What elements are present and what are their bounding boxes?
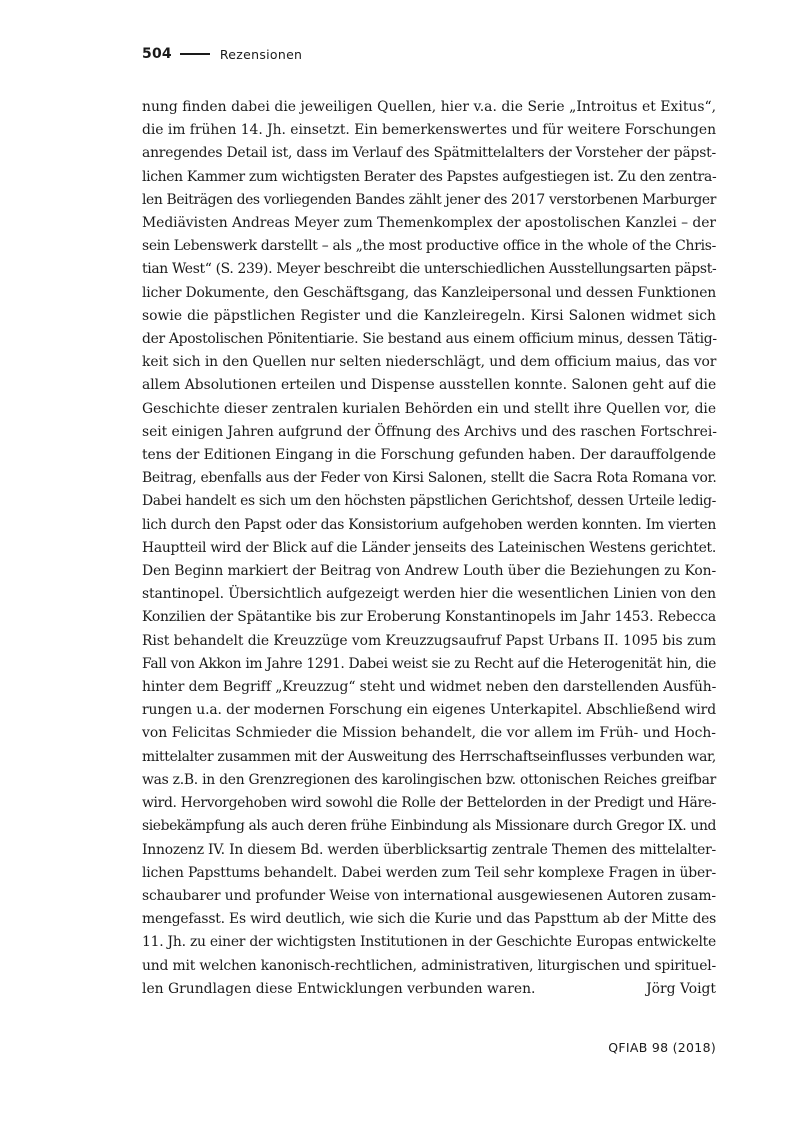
text-line: mittelalter zusammen mit der Ausweitung des Herrschaftseinflusses verbunden war, (142, 748, 716, 765)
text-line: Beitrag, ebenfalls aus der Feder von Kirsi Salonen, stellt die Sacra Rota Romana vor. (142, 470, 717, 487)
text-line: 11. Jh. zu einer der wichtigsten Institutionen in der Geschichte Europas entwickelte (142, 934, 716, 951)
text-line: sein Lebenswerk darstellt – als „the most productive office in the whole of the Chris- (142, 238, 716, 255)
review-author: Jörg Voigt (646, 980, 716, 997)
text-line: tens der Editionen Eingang in die Forschung gefunden haben. Der darauffolgende (142, 447, 716, 464)
text-line: schaubarer und profunder Weise von international ausgewiesenen Autoren zusam- (142, 887, 716, 904)
journal-footer: QFIAB 98 (2018) (608, 1040, 716, 1055)
text-line: die im frühen 14. Jh. einsetzt. Ein bemerkenswertes und für weitere Forschungen (142, 122, 716, 139)
text-line: was z.B. in den Grenzregionen des karolingischen bzw. ottonischen Reiches greifbar (142, 771, 716, 788)
text-line: lichen Kammer zum wichtigsten Berater des Papstes aufgestiegen ist. Zu den zentra- (142, 168, 717, 185)
closing-line (142, 978, 716, 1001)
page-number: 504 (142, 46, 172, 62)
text-line: len Beiträgen des vorliegenden Bandes zählt jener des 2017 verstorbenen Marburger (142, 191, 716, 208)
section-title: Rezensionen (219, 46, 303, 62)
text-line: siebekämpfung als auch deren frühe Einbindung als Missionare durch Gregor IX. und (142, 818, 716, 835)
text-line: seit einigen Jahren aufgrund der Öffnung des Archivs und des raschen Fortschrei- (142, 423, 717, 440)
text-line: lich durch den Papst oder das Konsistorium aufgehoben werden konnten. Im vierten (142, 516, 716, 533)
review-text (142, 96, 716, 1001)
running-header (142, 44, 302, 64)
text-line: und mit welchen kanonisch-rechtlichen, administrativen, liturgischen und spirituel- (142, 957, 716, 974)
text-line: lichen Papsttums behandelt. Dabei werden zum Teil sehr komplexe Fragen in über- (142, 864, 717, 881)
text-line: Innozenz IV. In diesem Bd. werden überblicksartig zentrale Themen des mittelalter- (142, 841, 716, 858)
text-line: mengefasst. Es wird deutlich, wie sich die Kurie und das Papsttum ab der Mitte des (142, 911, 717, 928)
text-line: Konzilien der Spätantike bis zur Eroberung Konstantinopels im Jahr 1453. Rebecca (142, 609, 716, 626)
text-line: anregendes Detail ist, dass im Verlauf des Spätmittelalters der Vorsteher der päpst- (142, 145, 716, 162)
text-line: Hauptteil wird der Blick auf die Länder jenseits des Lateinischen Westens gerichtet. (142, 539, 716, 556)
text-line: Fall von Akkon im Jahre 1291. Dabei weist sie zu Recht auf die Heterogenität hin, die (142, 655, 717, 672)
text-line: Rist behandelt die Kreuzzüge vom Kreuzzugsaufruf Papst Urbans II. 1095 bis zum (142, 632, 717, 649)
text-line: wird. Hervorgehoben wird sowohl die Rolle der Bettelorden in der Predigt und Häre- (142, 795, 717, 812)
text-line: keit sich in den Quellen nur selten niederschlägt, und dem officium maius, das vor (142, 354, 717, 371)
text-line: sowie die päpstlichen Register und die Kanzleiregeln. Kirsi Salonen widmet sich (142, 307, 716, 324)
text-line: Den Beginn markiert der Beitrag von Andrew Louth über die Beziehungen zu Kon- (142, 563, 717, 580)
header-rule (180, 53, 210, 55)
text-line: rungen u.a. der modernen Forschung ein eigenes Unterkapitel. Abschließend wird (142, 702, 716, 719)
text-line: licher Dokumente, den Geschäftsgang, das Kanzleipersonal und dessen Funktionen (142, 284, 717, 301)
text-line: Dabei handelt es sich um den höchsten päpstlichen Gerichtshof, dessen Urteile ledig- (142, 493, 716, 510)
text-line: Mediävisten Andreas Meyer zum Themenkomplex der apostolischen Kanzlei – der (142, 215, 716, 232)
text-line: tian West“ (S. 239). Meyer beschreibt die unterschiedlichen Ausstellungsarten päpst- (142, 261, 717, 278)
text-line: nung finden dabei die jeweiligen Quellen, hier v.a. die Serie „Introitus et Exitus“, (142, 99, 716, 115)
text-line: hinter dem Begriff „Kreuzzug“ steht und widmet neben den darstellenden Ausfüh- (142, 679, 717, 696)
last-text-line: len Grundlagen diese Entwicklungen verbunden waren. (142, 980, 536, 997)
text-line: der Apostolischen Pönitentiarie. Sie bestand aus einem officium minus, dessen Tätig- (142, 331, 717, 348)
text-line: von Felicitas Schmieder die Mission behandelt, die vor allem im Früh- und Hoch- (142, 725, 716, 742)
text-line: stantinopel. Übersichtlich aufgezeigt werden hier die wesentlichen Linien von den (142, 586, 716, 603)
text-line: allem Absolutionen erteilen und Dispense ausstellen konnte. Salonen geht auf die (142, 377, 717, 394)
text-line: Geschichte dieser zentralen kurialen Behörden ein und stellt ihre Quellen vor, die (142, 400, 716, 417)
